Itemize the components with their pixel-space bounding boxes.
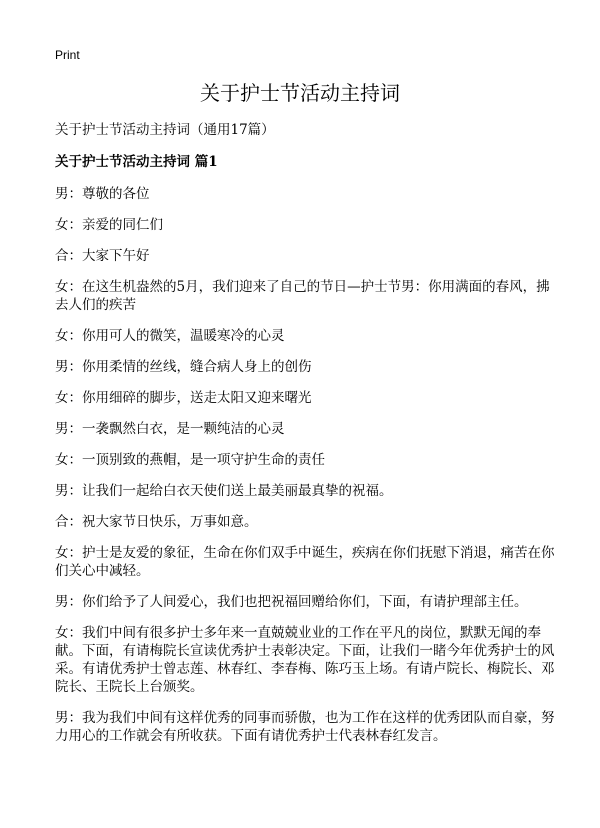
dialogue-paragraph: 女：我们中间有很多护士多年来一直兢兢业业的工作在平凡的岗位，默默无闻的奉献。下面，有请梅院长宣读优秀护士表彰决定。下面，让我们一睹今年优秀护士的风采。有请优秀护士曾志莲、林春红、李春梅、陈巧玉上场。有请卢院长、梅院长、邓院长、王院长上台颁奖。	[55, 625, 555, 695]
dialogue-paragraph: 女：你用可人的微笑，温暖寒冷的心灵	[55, 328, 285, 344]
dialogue-paragraph: 男：你们给予了人间爱心，我们也把祝福回赠给你们，下面，有请护理部主任。	[55, 594, 528, 610]
paragraph-list	[55, 185, 555, 745]
dialogue-paragraph: 男：你用柔情的丝线，缝合病人身上的创伤	[55, 359, 312, 375]
document-body	[55, 121, 555, 758]
dialogue-paragraph: 女：在这生机盎然的5月，我们迎来了自己的节日—护士节男：你用满面的春风，拂去人们的疾苦	[55, 279, 550, 313]
dialogue-paragraph: 男：尊敬的各位	[55, 186, 150, 202]
dialogue-paragraph: 男：一袭飘然白衣，是一颗纯洁的心灵	[55, 421, 285, 437]
section-heading: 关于护士节活动主持词 篇1	[55, 154, 218, 170]
dialogue-paragraph: 男：让我们一起给白衣天使们送上最美丽最真挚的祝福。	[55, 483, 393, 499]
document-subtitle: 关于护士节活动主持词（通用17篇）	[55, 122, 275, 138]
dialogue-paragraph: 合：大家下午好	[55, 248, 150, 264]
document-title: 关于护士节活动主持词	[200, 81, 400, 105]
dialogue-paragraph: 男：我为我们中间有这样优秀的同事而骄傲，也为工作在这样的优秀团队而自豪，努力用心的工作就会有所收获。下面有请优秀护士代表林春红发言。	[55, 710, 555, 744]
print-label: Print	[55, 48, 80, 62]
dialogue-paragraph: 女：亲爱的同仁们	[55, 217, 163, 233]
dialogue-paragraph: 女：你用细碎的脚步，送走太阳又迎来曙光	[55, 390, 312, 406]
dialogue-paragraph: 女：一顶别致的燕帽，是一项守护生命的责任	[55, 452, 325, 468]
dialogue-paragraph: 女：护士是友爱的象征，生命在你们双手中诞生，疾病在你们抚慰下消退，痛苦在你们关心中减轻。	[55, 545, 555, 579]
dialogue-paragraph: 合：祝大家节日快乐，万事如意。	[55, 514, 258, 530]
